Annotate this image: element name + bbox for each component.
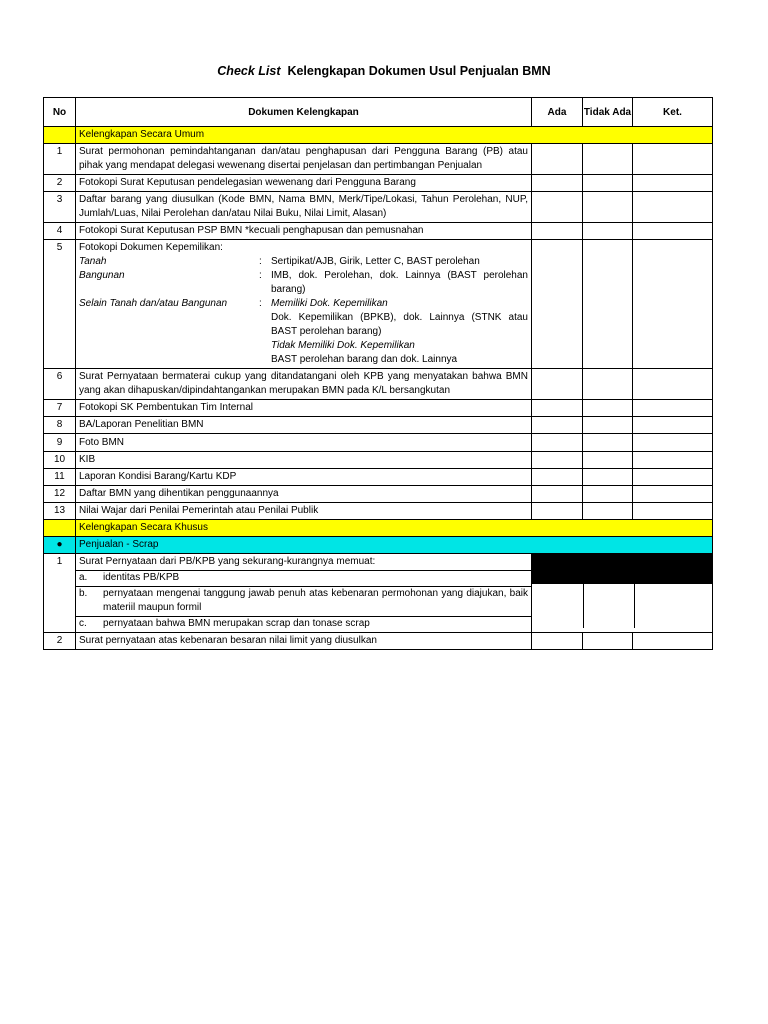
ket-cell[interactable] xyxy=(633,175,713,192)
ket-cell[interactable] xyxy=(633,633,713,650)
tidak-ada-cell[interactable] xyxy=(583,240,633,369)
table-row xyxy=(44,434,713,452)
table-row xyxy=(44,192,713,223)
row-number: 3 xyxy=(44,192,76,223)
row-document: Surat pernyataan atas kebenaran besaran nilai limit yang diusulkan xyxy=(76,633,532,650)
header-ket: Ket. xyxy=(633,98,713,127)
table-row xyxy=(44,175,713,192)
row-number: 9 xyxy=(44,434,76,452)
table-row xyxy=(44,223,713,240)
tanah-value: Sertipikat/AJB, Girik, Letter C, BAST perolehan xyxy=(271,256,480,267)
table-row xyxy=(44,503,713,520)
table-row xyxy=(44,633,713,650)
ada-cell[interactable] xyxy=(532,503,583,520)
selain-label: Selain Tanah dan/atau Bangunan xyxy=(79,298,228,309)
checklist-table xyxy=(43,97,713,650)
row-document: Fotokopi Surat Keputusan pendelegasian wewenang dari Pengguna Barang xyxy=(76,175,532,192)
memiliki-label: Memiliki Dok. Kepemilikan xyxy=(271,298,388,309)
row-number: 7 xyxy=(44,400,76,417)
table-row xyxy=(44,400,713,417)
row-number: 11 xyxy=(44,469,76,486)
row-number: 8 xyxy=(44,417,76,434)
row-document: Daftar BMN yang dihentikan penggunaannya xyxy=(76,486,532,503)
item-a xyxy=(76,570,531,585)
ada-cell[interactable] xyxy=(532,240,583,369)
row-number: 5 xyxy=(44,240,76,369)
row-number: 10 xyxy=(44,452,76,469)
ada-cell[interactable] xyxy=(532,144,583,175)
section-label-umum: Kelengkapan Secara Umum xyxy=(76,127,713,144)
tidak-ada-cell[interactable] xyxy=(583,175,633,192)
header-tidak-ada: Tidak Ada xyxy=(583,98,633,127)
tidak-ada-cell[interactable] xyxy=(583,417,633,434)
tidak-ada-cell[interactable] xyxy=(583,192,633,223)
tidak-ada-cell[interactable] xyxy=(583,144,633,175)
row-document: Laporan Kondisi Barang/Kartu KDP xyxy=(76,469,532,486)
tidak-ada-cell[interactable] xyxy=(583,400,633,417)
status-cells-group xyxy=(532,554,713,633)
tidak-ada-cell[interactable] xyxy=(583,452,633,469)
row-document: Surat Pernyataan bermaterai cukup yang ditandatangani oleh KPB yang menyatakan bahwa BMN yang akan dihapuskan/dipindahtangankan merupakan BMN pada K/L bersangkutan xyxy=(76,369,532,400)
title-rest: Kelengkapan Dokumen Usul Penjualan BMN xyxy=(287,64,551,78)
ada-cell[interactable] xyxy=(532,486,583,503)
ket-cell[interactable] xyxy=(633,369,713,400)
ada-cell[interactable] xyxy=(532,584,584,628)
title-italic: Check List xyxy=(217,64,281,78)
ada-cell[interactable] xyxy=(532,452,583,469)
status-cells xyxy=(532,584,712,628)
row-number: 13 xyxy=(44,503,76,520)
tidak-ada-cell[interactable] xyxy=(583,223,633,240)
header-no: No xyxy=(44,98,76,127)
item-b xyxy=(76,586,531,615)
tidak-memiliki-value: BAST perolehan barang dan dok. Lainnya xyxy=(271,354,458,365)
colon: : xyxy=(259,270,262,281)
row-document: BA/Laporan Penelitian BMN xyxy=(76,417,532,434)
table-row xyxy=(44,417,713,434)
row-document: Nilai Wajar dari Penilai Pemerintah atau Penilai Publik xyxy=(76,503,532,520)
table-row xyxy=(44,469,713,486)
row-document: Fotokopi Surat Keputusan PSP BMN *kecuali penghapusan dan pemusnahan xyxy=(76,223,532,240)
tanah-label: Tanah xyxy=(79,256,107,267)
row-number: 1 xyxy=(44,144,76,175)
colon: : xyxy=(259,256,262,267)
ket-cell[interactable] xyxy=(633,417,713,434)
row-document-kepemilikan xyxy=(76,240,532,369)
ada-cell[interactable] xyxy=(532,400,583,417)
ket-cell[interactable] xyxy=(633,240,713,369)
item-b-text: pernyataan mengenai tanggung jawab penuh atas kebenaran permohonan yang diajukan, baik materiil maupun formil xyxy=(103,588,528,613)
section-cell xyxy=(44,520,76,537)
item-a-text: identitas PB/KPB xyxy=(103,572,180,583)
page-title xyxy=(0,64,768,78)
header-row xyxy=(44,98,713,127)
row-document: Fotokopi SK Pembentukan Tim Internal xyxy=(76,400,532,417)
ada-cell[interactable] xyxy=(532,223,583,240)
ket-cell[interactable] xyxy=(633,452,713,469)
ket-cell[interactable] xyxy=(633,223,713,240)
header-doc: Dokumen Kelengkapan xyxy=(76,98,532,127)
ket-cell[interactable] xyxy=(635,584,712,628)
row-number: 2 xyxy=(44,633,76,650)
ada-cell[interactable] xyxy=(532,469,583,486)
section-label-khusus: Kelengkapan Secara Khusus xyxy=(76,520,713,537)
table-row xyxy=(44,144,713,175)
row-document: Daftar barang yang diusulkan (Kode BMN, Nama BMN, Merk/Tipe/Lokasi, Tahun Perolehan, NUP, Jumlah/Luas, Nilai Perolehan dan/atau Nilai Buku, Nilai Limit, Alasan) xyxy=(76,192,532,223)
selain-values xyxy=(271,297,528,367)
section-row-khusus xyxy=(44,520,713,537)
tidak-ada-cell[interactable] xyxy=(583,633,633,650)
ada-cell[interactable] xyxy=(532,633,583,650)
tidak-ada-cell[interactable] xyxy=(583,369,633,400)
table-row xyxy=(44,240,713,369)
tidak-ada-cell[interactable] xyxy=(583,486,633,503)
row-number: 1 xyxy=(44,554,76,633)
item-c-letter: c. xyxy=(79,618,87,629)
tidak-ada-cell[interactable] xyxy=(584,584,635,628)
table-row xyxy=(44,369,713,400)
redacted-block xyxy=(532,554,712,584)
tidak-memiliki-label: Tidak Memiliki Dok. Kepemilikan xyxy=(271,340,415,351)
memiliki-value: Dok. Kepemilikan (BPKB), dok. Lainnya (STNK atau BAST perolehan barang) xyxy=(271,312,528,337)
item-a-letter: a. xyxy=(79,572,88,583)
subsection-row-scrap xyxy=(44,537,713,554)
row-number: 2 xyxy=(44,175,76,192)
tanah-line xyxy=(79,255,528,269)
bangunan-label: Bangunan xyxy=(79,270,125,281)
ket-cell[interactable] xyxy=(633,469,713,486)
ket-cell[interactable] xyxy=(633,503,713,520)
table-row xyxy=(44,452,713,469)
item-c-text: pernyataan bahwa BMN merupakan scrap dan tonase scrap xyxy=(103,618,370,629)
row-number: 4 xyxy=(44,223,76,240)
section-cell xyxy=(44,127,76,144)
ket-cell[interactable] xyxy=(633,400,713,417)
ada-cell[interactable] xyxy=(532,175,583,192)
row-number: 12 xyxy=(44,486,76,503)
row-document-surat-pernyataan xyxy=(76,554,532,633)
section-row-umum xyxy=(44,127,713,144)
row-document: Foto BMN xyxy=(76,434,532,452)
subsection-label-scrap: Penjualan - Scrap xyxy=(76,537,713,554)
ada-cell[interactable] xyxy=(532,369,583,400)
bangunan-line xyxy=(79,269,528,297)
ket-cell[interactable] xyxy=(633,434,713,452)
tidak-ada-cell[interactable] xyxy=(583,503,633,520)
ket-cell[interactable] xyxy=(633,486,713,503)
tidak-ada-cell[interactable] xyxy=(583,434,633,452)
row-number: 6 xyxy=(44,369,76,400)
row-document: KIB xyxy=(76,452,532,469)
item-c xyxy=(76,616,531,631)
bullet-icon: ● xyxy=(44,537,76,554)
item-b-letter: b. xyxy=(79,588,88,599)
ada-cell[interactable] xyxy=(532,417,583,434)
selain-line xyxy=(79,297,528,367)
tidak-ada-cell[interactable] xyxy=(583,469,633,486)
kepemilikan-heading: Fotokopi Dokumen Kepemilikan: xyxy=(79,242,223,253)
table-row xyxy=(44,554,713,633)
surat-pernyataan-heading: Surat Pernyataan dari PB/KPB yang sekurang-kurangnya memuat: xyxy=(79,556,376,567)
bangunan-value: IMB, dok. Perolehan, dok. Lainnya (BAST perolehan barang) xyxy=(271,270,528,295)
colon: : xyxy=(259,298,262,309)
header-ada: Ada xyxy=(532,98,583,127)
ket-cell[interactable] xyxy=(633,144,713,175)
ada-cell[interactable] xyxy=(532,192,583,223)
ada-cell[interactable] xyxy=(532,434,583,452)
row-document: Surat permohonan pemindahtanganan dan/atau penghapusan dari Pengguna Barang (PB) atau pihak yang mendapat delegasi wewenang disertai penjelasan dan pertimbangan Penjualan xyxy=(76,144,532,175)
ket-cell[interactable] xyxy=(633,192,713,223)
table-row xyxy=(44,486,713,503)
